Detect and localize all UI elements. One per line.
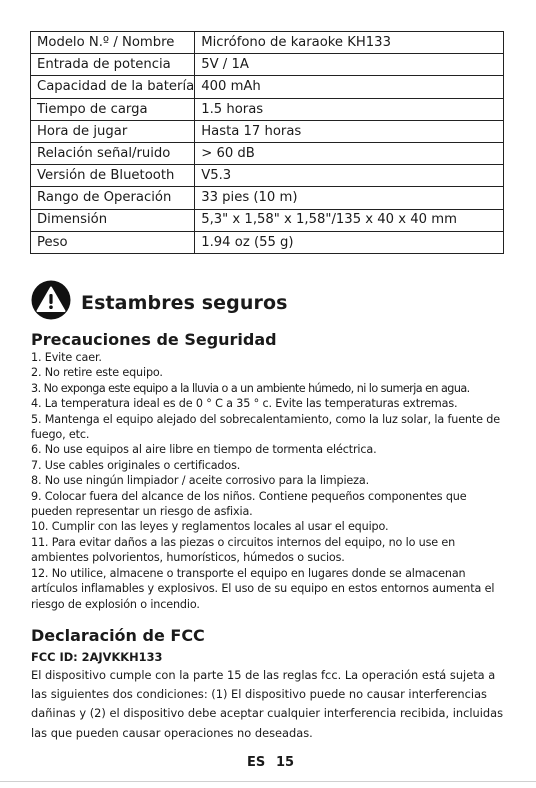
table-row (31, 120, 504, 142)
spec-value: V5.3 (195, 165, 504, 187)
list-item: 4. La temperatura ideal es de 0 ° C a 35 ° c. Evite las temperaturas extremas. (31, 397, 458, 411)
spec-label: Capacidad de la batería (31, 76, 195, 98)
spec-label: Entrada de potencia (31, 54, 195, 76)
list-item: 1. Evite caer. (31, 351, 102, 364)
section-title: Estambres seguros (81, 292, 288, 314)
spec-label: Dimensión (31, 209, 195, 231)
spec-value: 1.5 horas (195, 98, 504, 120)
table-row (31, 142, 504, 164)
warning-icon (31, 280, 71, 320)
page-number: 15 (276, 755, 295, 770)
safety-heading: Precauciones de Seguridad (31, 330, 277, 349)
fcc-id: FCC ID: 2AJVKKH133 (31, 650, 163, 664)
spec-value: 400 mAh (195, 76, 504, 98)
footer-language: ES (247, 755, 266, 770)
spec-value: Micrófono de karaoke KH133 (195, 32, 504, 54)
spec-value: Hasta 17 horas (195, 120, 504, 142)
table-row (31, 32, 504, 54)
table-row (31, 54, 504, 76)
spec-label: Peso (31, 231, 195, 253)
spec-value: > 60 dB (195, 142, 504, 164)
spec-value: 33 pies (10 m) (195, 187, 504, 209)
list-item: 2. No retire este equipo. (31, 366, 163, 380)
spec-value: 5V / 1A (195, 54, 504, 76)
list-item: 11. Para evitar daños a las piezas o circuitos internos del equipo, no lo use en ambientes polvorientos, humorísticos, húmedos o sucios. (31, 535, 456, 565)
spec-label: Modelo N.º / Nombre (31, 32, 195, 54)
spec-value: 5,3" x 1,58" x 1,58"/135 x 40 x 40 mm (195, 209, 504, 231)
fcc-heading: Declaración de FCC (31, 626, 205, 645)
list-item: 3. No exponga este equipo a la lluvia o a un ambiente húmedo, ni lo sumerja en agua. (31, 381, 470, 395)
specs-table (30, 31, 504, 254)
table-row (31, 231, 504, 253)
spec-label: Rango de Operación (31, 187, 195, 209)
table-row (31, 76, 504, 98)
list-item: 10. Cumplir con las leyes y reglamentos locales al usar el equipo. (31, 520, 389, 534)
table-row (31, 187, 504, 209)
fcc-text: El dispositivo cumple con la parte 15 de las reglas fcc. La operación está sujeta a las siguientes dos condiciones: (1) El dispositivo puede no causar interferencias dañinas y (2) el dispositivo debe aceptar cualquier interferencia recibida, incluidas las que pueden causar operaciones no deseadas. (31, 668, 504, 740)
list-item: 5. Mantenga el equipo alejado del sobrecalentamiento, como la luz solar, la fuente de fuego, etc. (31, 412, 500, 442)
spec-label: Versión de Bluetooth (31, 165, 195, 187)
table-row (31, 98, 504, 120)
list-item: 8. No use ningún limpiador / aceite corrosivo para la limpieza. (31, 474, 370, 488)
list-item: 7. Use cables originales o certificados. (31, 458, 241, 472)
list-item: 12. No utilice, almacene o transporte el equipo en lugares donde se almacenan artículos inflamables y explosivos. El uso de su equipo en estos entornos aumenta el riesgo de explosión o incendio. (31, 566, 495, 611)
table-row (31, 209, 504, 231)
safety-list (31, 350, 505, 612)
list-item: 9. Colocar fuera del alcance de los niños. Contiene pequeños componentes que pueden representar un riesgo de asfixia. (31, 489, 467, 519)
table-row (31, 165, 504, 187)
spec-label: Relación señal/ruido (31, 142, 195, 164)
bottom-rule (0, 781, 536, 782)
spec-label: Tiempo de carga (31, 98, 195, 120)
list-item: 6. No use equipos al aire libre en tiempo de tormenta eléctrica. (31, 443, 377, 457)
spec-label: Hora de jugar (31, 120, 195, 142)
spec-value: 1.94 oz (55 g) (195, 231, 504, 253)
